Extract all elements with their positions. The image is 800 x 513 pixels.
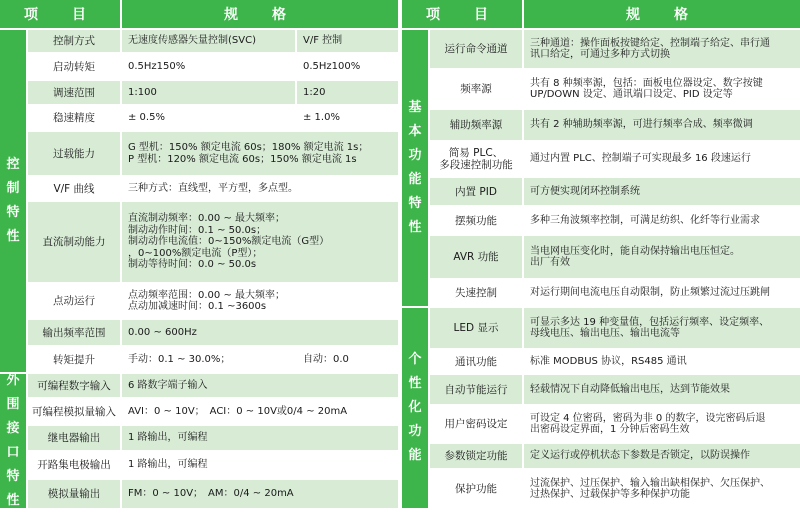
category-right-0	[402, 30, 428, 306]
row-spec: 共有 2 种辅助频率源，可进行频率合成、频率微调	[524, 110, 800, 140]
row-spec: 当电网电压变化时，能自动保持输出电压恒定。 出厂有效	[524, 236, 800, 278]
row-name: 稳速精度	[28, 106, 120, 130]
left-panel	[0, 0, 398, 510]
row-spec-svc: 0.5Hz150%	[122, 54, 295, 79]
row-spec-vf: 1:20	[297, 81, 398, 104]
row-name: 继电器输出	[28, 426, 120, 450]
row-name: 开路集电极输出	[28, 452, 120, 478]
row-spec: 通过内置 PLC、控制端子可实现最多 16 段速运行	[524, 142, 800, 176]
row-name: 简易 PLC、 多段速控制功能	[430, 142, 522, 176]
row-spec-vf: V/F 控制	[297, 30, 398, 52]
category-right-1	[402, 308, 428, 508]
row-spec: 1 路输出，可编程	[122, 452, 398, 478]
row-name: 输出频率范围	[28, 320, 120, 345]
category-label: 控制特性	[6, 157, 20, 244]
row-spec: 多种三角波频率控制，可满足纺织、化纤等行业需求	[524, 207, 800, 234]
row-spec: 可方便实现闭环控制系统	[524, 178, 800, 205]
row-name: LED 显示	[430, 308, 522, 348]
row-name: 点动运行	[28, 284, 120, 318]
category-left-1	[0, 374, 26, 508]
row-spec: 1 路输出，可编程	[122, 426, 398, 450]
right-panel	[402, 0, 800, 510]
header-spec: 规 格	[122, 0, 398, 28]
row-spec: 三种通道：操作面板按键给定、控制端子给定、串行通 讯口给定，可通过多种方式切换	[524, 30, 800, 68]
header-spec: 规 格	[524, 0, 800, 28]
category-label: 外围接口特性	[6, 373, 20, 508]
row-spec: 三种方式：直线型，平方型，多点型。	[122, 177, 398, 200]
row-name: 转矩提升	[28, 347, 120, 372]
row-spec: 可设定 4 位密码，密码为非 0 的数字，设完密码后退 出密码设定界面，1 分钟后密码生效	[524, 406, 800, 442]
header-item: 项 目	[0, 0, 120, 28]
row-spec: 标准 MODBUS 协议，RS485 通讯	[524, 350, 800, 373]
row-spec: 轻载情况下自动降低输出电压，达到节能效果	[524, 375, 800, 404]
row-name: 模拟量输出	[28, 480, 120, 508]
row-name: 摆频功能	[430, 207, 522, 234]
row-spec-vf: ± 1.0%	[297, 106, 398, 130]
row-name: 过载能力	[28, 132, 120, 175]
row-spec: 过流保护、过压保护、输入输出缺相保护、欠压保护、 过热保护、过载保护等多种保护功能	[524, 470, 800, 508]
row-spec-vf: 0.5Hz100%	[297, 54, 398, 79]
row-name: 失速控制	[430, 280, 522, 306]
header-item: 项 目	[402, 0, 522, 28]
row-name: 内置 PID	[430, 178, 522, 205]
row-name: V/F 曲线	[28, 177, 120, 200]
row-spec: AVI：0 ~ 10V； ACI：0 ~ 10V或0/4 ~ 20mA	[122, 399, 398, 424]
row-spec: 共有 8 种频率源，包括：面板电位器设定、数字按键 UP/DOWN 设定、通讯端口设定、PID 设定等	[524, 70, 800, 108]
row-spec: 可显示多达 19 种变量值，包括运行频率、设定频率、 母线电压、输出电压、输出电流等	[524, 308, 800, 348]
row-spec: 对运行期间电流电压自动限制，防止频繁过流过压跳闸	[524, 280, 800, 306]
row-name: 通讯功能	[430, 350, 522, 373]
row-name: 参数锁定功能	[430, 444, 522, 468]
row-name: 用户密码设定	[430, 406, 522, 442]
row-name: 自动节能运行	[430, 375, 522, 404]
row-spec: G 型机：150% 额定电流 60s；180% 额定电流 1s； P 型机：120% 额定电流 60s；150% 额定电流 1s	[122, 132, 398, 175]
row-spec: 直流制动频率：0.00 ~ 最大频率； 制动动作时间：0.1 ~ 50.0s； 制动动作电流值：0~150%额定电流（G型） ，0~100%额定电流（P型）； 制动等待时间：0.0 ~ 50.0s	[122, 202, 398, 282]
row-spec: FM：0 ~ 10V； AM：0/4 ~ 20mA	[122, 480, 398, 508]
row-name: 调速范围	[28, 81, 120, 104]
row-name: AVR 功能	[430, 236, 522, 278]
row-name: 辅助频率源	[430, 110, 522, 140]
row-name: 运行命令通道	[430, 30, 522, 68]
row-spec: 定义运行或停机状态下参数是否锁定，以防误操作	[524, 444, 800, 468]
row-spec-svc: 无速度传感器矢量控制(SVC)	[122, 30, 295, 52]
row-spec-vf: 自动：0.0	[297, 347, 398, 372]
category-label: 基本功能特性	[408, 100, 422, 235]
row-name: 保护功能	[430, 470, 522, 508]
row-spec: 6 路数字端子输入	[122, 374, 398, 397]
row-name: 启动转矩	[28, 54, 120, 79]
row-name: 控制方式	[28, 30, 120, 52]
row-spec: 0.00 ~ 600Hz	[122, 320, 398, 345]
row-name: 频率源	[430, 70, 522, 108]
category-label: 个性化功能	[408, 352, 422, 463]
row-spec-svc: 1:100	[122, 81, 295, 104]
row-name: 可编程模拟量输入	[28, 399, 120, 424]
row-name: 可编程数字输入	[28, 374, 120, 397]
row-spec-svc: 手动：0.1 ~ 30.0%；	[122, 347, 295, 372]
row-name: 直流制动能力	[28, 202, 120, 282]
category-left-0	[0, 30, 26, 372]
row-spec: 点动频率范围：0.00 ~ 最大频率； 点动加减速时间：0.1 ~3600s	[122, 284, 398, 318]
row-spec-svc: ± 0.5%	[122, 106, 295, 130]
